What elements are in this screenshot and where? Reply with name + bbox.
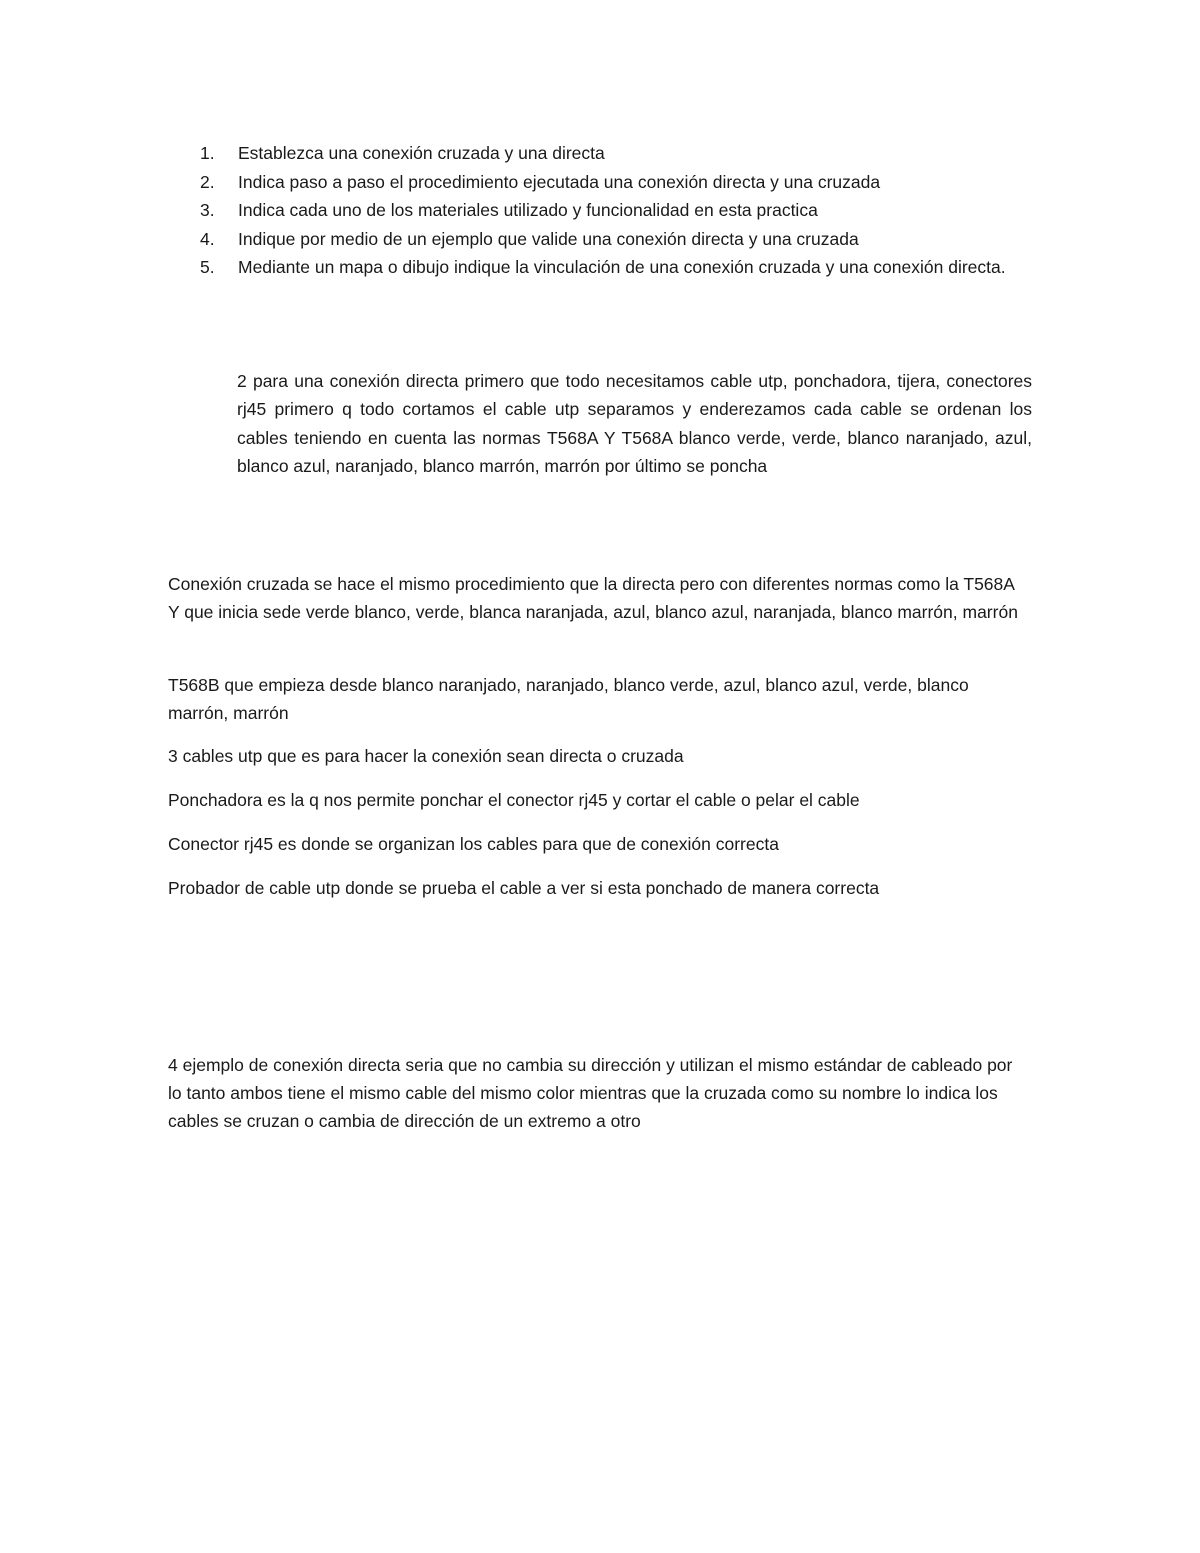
questions-list [168, 139, 1048, 282]
question-number: 4. [200, 228, 215, 249]
question-text: Indica paso a paso el procedimiento ejecutada una conexión directa y una cruzada [238, 171, 881, 192]
question-text: Establezca una conexión cruzada y una directa [238, 143, 605, 163]
question-number: 2. [200, 171, 215, 192]
question-text: Mediante un mapa o dibujo indique la vinculación de una conexión cruzada y una conexión directa. [238, 257, 1006, 277]
material-item-cables: 3 cables utp que es para hacer la conexión sean directa o cruzada [168, 746, 684, 766]
material-item-probador: Probador de cable utp donde se prueba el cable a ver si esta ponchado de manera correcta [168, 878, 880, 898]
question-item [168, 253, 1048, 282]
question-text: Indique por medio de un ejemplo que valide una conexión directa y una cruzada [238, 228, 859, 249]
question-number: 5. [200, 257, 215, 277]
material-item-ponchadora: Ponchadora es la q nos permite ponchar el conector rj45 y cortar el cable o pelar el cable [168, 790, 860, 810]
answer-2-paragraph: 2 para una conexión directa primero que todo necesitamos cable utp, ponchadora, tijera, conectores rj45 primero q todo cortamos el cable utp separamos y enderezamos cada cable se ordenan los cables teniendo en cuenta las normas T568A Y T568A blanco verde, verde, blanco naranjado, azul, blanco azul, naranjado, blanco marrón, marrón por último se poncha [237, 371, 1032, 476]
material-item-conector: Conector rj45 es donde se organizan los cables para que de conexión correcta [168, 834, 779, 854]
question-text: Indica cada uno de los materiales utilizado y funcionalidad en esta practica [238, 200, 818, 220]
question-item [168, 196, 1048, 225]
question-number: 1. [200, 143, 215, 163]
answer-4-paragraph: 4 ejemplo de conexión directa seria que no cambia su dirección y utilizan el mismo estándar de cableado por lo tanto ambos tiene el mismo cable del mismo color mientras que la cruzada como su nombre lo indica los cables se cruzan o cambia de dirección de un extremo a otro [168, 1055, 1013, 1131]
question-number: 3. [200, 200, 215, 220]
question-item [168, 139, 1048, 168]
crossed-connection-paragraph: Conexión cruzada se hace el mismo procedimiento que la directa pero con diferentes normas como la T568A Y que inicia sede verde blanco, verde, blanca naranjada, azul, blanco azul, naranjada, blanco marrón, marrón [168, 574, 1018, 622]
question-item [168, 168, 1048, 197]
question-item [168, 225, 1048, 254]
t568b-paragraph: T568B que empieza desde blanco naranjado, naranjado, blanco verde, azul, blanco azul, verde, blanco marrón, marrón [168, 675, 969, 723]
